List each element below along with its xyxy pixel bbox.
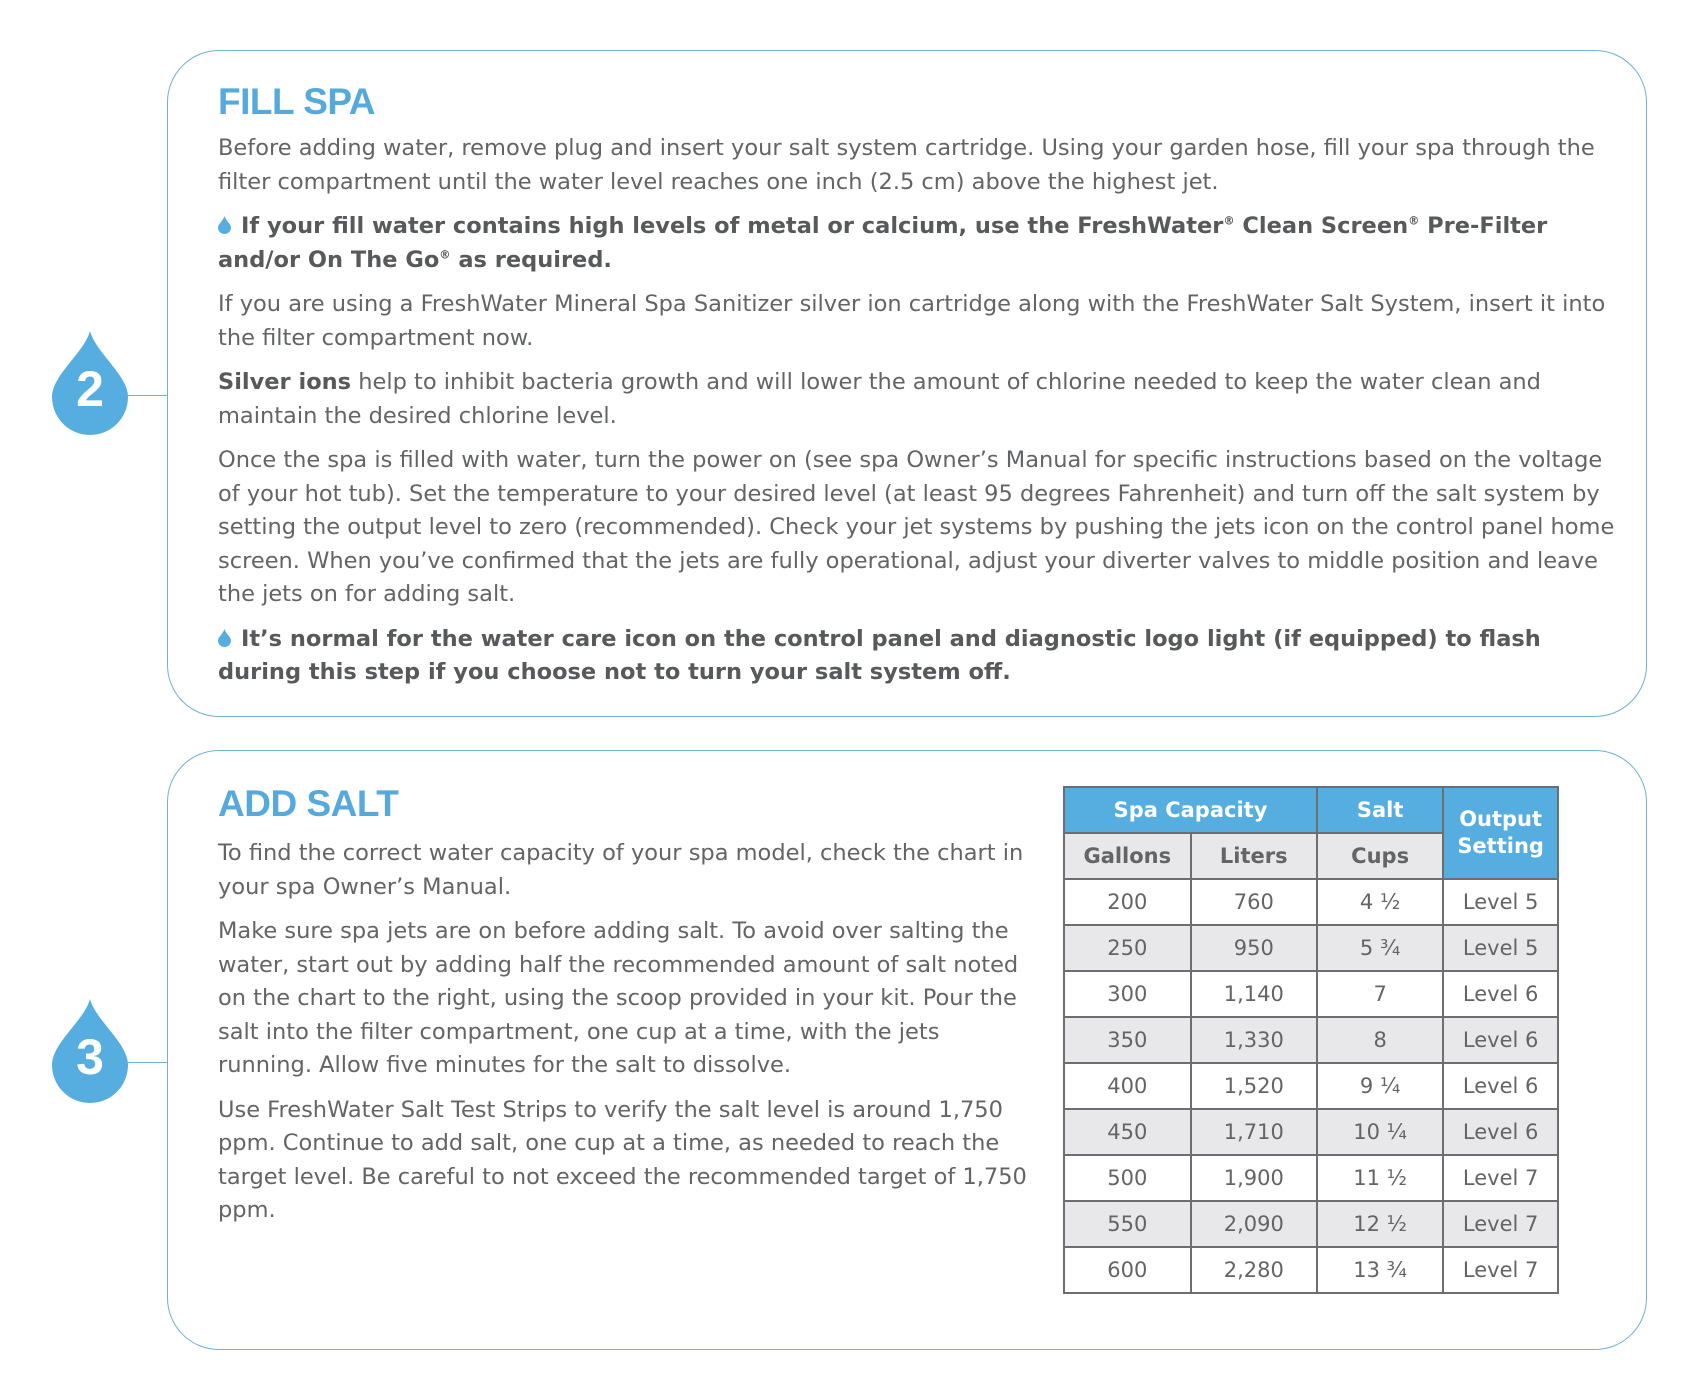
paragraph: Make sure spa jets are on before adding salt. To avoid over salting the water, start out by adding half the recommended amount of salt noted on the chart to the right, using the scoop provided in your kit. Pour the salt into the filter compartment, one cup at a time, with the jets running. Allow five minutes for the salt to dissolve.	[218, 918, 1019, 1078]
section-body	[218, 837, 1038, 1239]
cell-gallons: 450	[1064, 1109, 1191, 1155]
add-salt-card	[167, 750, 1647, 1350]
cell-liters: 1,520	[1191, 1063, 1317, 1109]
note-text: If your fill water contains high levels of metal or calcium, use the FreshWater	[241, 213, 1224, 239]
paragraph: To find the correct water capacity of your spa model, check the chart in your spa Owner’s Manual.	[218, 840, 1024, 900]
paragraph: Before adding water, remove plug and insert your salt system cartridge. Using your garden hose, fill your spa through the filter compartment until the water level reaches one inch (2.5 cm) above the highest jet.	[218, 135, 1595, 195]
cell-level: Level 7	[1443, 1155, 1558, 1201]
cell-gallons: 250	[1064, 925, 1191, 971]
section-title: ADD SALT	[218, 783, 399, 824]
cell-cups: 13 ¾	[1317, 1247, 1443, 1293]
fill-spa-card	[167, 50, 1647, 717]
cell-gallons: 550	[1064, 1201, 1191, 1247]
cell-cups: 10 ¼	[1317, 1109, 1443, 1155]
table-row	[1064, 1201, 1558, 1247]
registered-mark: ®	[439, 248, 451, 261]
cell-level: Level 5	[1443, 925, 1558, 971]
salt-table	[1063, 786, 1559, 1294]
cell-cups: 8	[1317, 1017, 1443, 1063]
header-liters: Liters	[1191, 833, 1317, 879]
cell-liters: 1,140	[1191, 971, 1317, 1017]
table-row	[1064, 1063, 1558, 1109]
header-cups: Cups	[1317, 833, 1443, 879]
cell-level: Level 6	[1443, 971, 1558, 1017]
table-row	[1064, 1247, 1558, 1293]
cell-liters: 2,090	[1191, 1201, 1317, 1247]
paragraph-text: help to inhibit bacteria growth and will lower the amount of chlorine needed to keep the water clean and maintain the desired chlorine level.	[218, 369, 1541, 429]
step-number: 2	[76, 361, 104, 417]
note-text: It’s normal for the water care icon on the control panel and diagnostic logo light (if equipped) to flash during this step if you choose not to turn your salt system off.	[218, 625, 1541, 685]
note-text: as required.	[450, 246, 612, 273]
cell-cups: 11 ½	[1317, 1155, 1443, 1201]
cell-gallons: 500	[1064, 1155, 1191, 1201]
cell-gallons: 200	[1064, 879, 1191, 925]
paragraph: Once the spa is filled with water, turn the power on (see spa Owner’s Manual for specific instructions based on the voltage of your hot tub). Set the temperature to your desired level (at least 95 degrees Fahrenheit) and turn off the salt system by setting the output level to zero (recommended). Check your jet systems by pushing the jets icon on the control panel home screen. When you’ve confirmed that the jets are fully operational, adjust your diverter valves to middle position and leave the jets on for adding salt.	[218, 447, 1615, 607]
cell-gallons: 350	[1064, 1017, 1191, 1063]
header-spa-capacity: Spa Capacity	[1064, 787, 1317, 833]
bold-term: Silver ions	[218, 369, 352, 395]
table-row	[1064, 925, 1558, 971]
note-paragraph	[218, 623, 1618, 690]
cell-cups: 5 ¾	[1317, 925, 1443, 971]
table-row	[1064, 1155, 1558, 1201]
paragraph: Use FreshWater Salt Test Strips to verify the salt level is around 1,750 ppm. Continue to add salt, one cup at a time, as needed to reach the target level. Be careful to not exceed the recommended target of 1,750 ppm.	[218, 1096, 1027, 1223]
cell-liters: 1,710	[1191, 1109, 1317, 1155]
cell-cups: 12 ½	[1317, 1201, 1443, 1247]
cell-level: Level 7	[1443, 1201, 1558, 1247]
cell-level: Level 6	[1443, 1109, 1558, 1155]
cell-cups: 4 ½	[1317, 879, 1443, 925]
note-text: Clean Screen	[1234, 213, 1409, 239]
header-output-setting: Output Setting	[1443, 787, 1558, 879]
step-connector-line	[127, 1062, 167, 1063]
step-connector-line	[127, 395, 167, 396]
water-drop-bullet-icon	[218, 216, 231, 234]
paragraph: If you are using a FreshWater Mineral Spa Sanitizer silver ion cartridge along with the FreshWater Salt System, insert it into the filter compartment now.	[218, 291, 1606, 351]
cell-liters: 950	[1191, 925, 1317, 971]
step-number: 3	[76, 1029, 104, 1085]
cell-level: Level 6	[1443, 1017, 1558, 1063]
cell-cups: 9 ¼	[1317, 1063, 1443, 1109]
paragraph	[218, 366, 1618, 433]
section-title: FILL SPA	[218, 81, 376, 122]
cell-liters: 2,280	[1191, 1247, 1317, 1293]
table-row	[1064, 879, 1558, 925]
registered-mark: ®	[1408, 214, 1420, 228]
note-text: Pre-Filter and/or On The Go	[218, 213, 1548, 273]
cell-liters: 760	[1191, 879, 1317, 925]
cell-level: Level 6	[1443, 1063, 1558, 1109]
cell-gallons: 300	[1064, 971, 1191, 1017]
table-row	[1064, 1017, 1558, 1063]
header-gallons: Gallons	[1064, 833, 1191, 879]
cell-level: Level 7	[1443, 1247, 1558, 1293]
table-row	[1064, 1109, 1558, 1155]
cell-gallons: 400	[1064, 1063, 1191, 1109]
cell-liters: 1,330	[1191, 1017, 1317, 1063]
salt-table-body	[1064, 879, 1558, 1293]
table-row	[1064, 971, 1558, 1017]
cell-liters: 1,900	[1191, 1155, 1317, 1201]
cell-level: Level 5	[1443, 879, 1558, 925]
registered-mark: ®	[1223, 214, 1235, 228]
section-body	[218, 132, 1618, 701]
cell-cups: 7	[1317, 971, 1443, 1017]
note-paragraph	[218, 210, 1618, 277]
header-salt: Salt	[1317, 787, 1443, 833]
cell-gallons: 600	[1064, 1247, 1191, 1293]
water-drop-bullet-icon	[218, 629, 231, 647]
